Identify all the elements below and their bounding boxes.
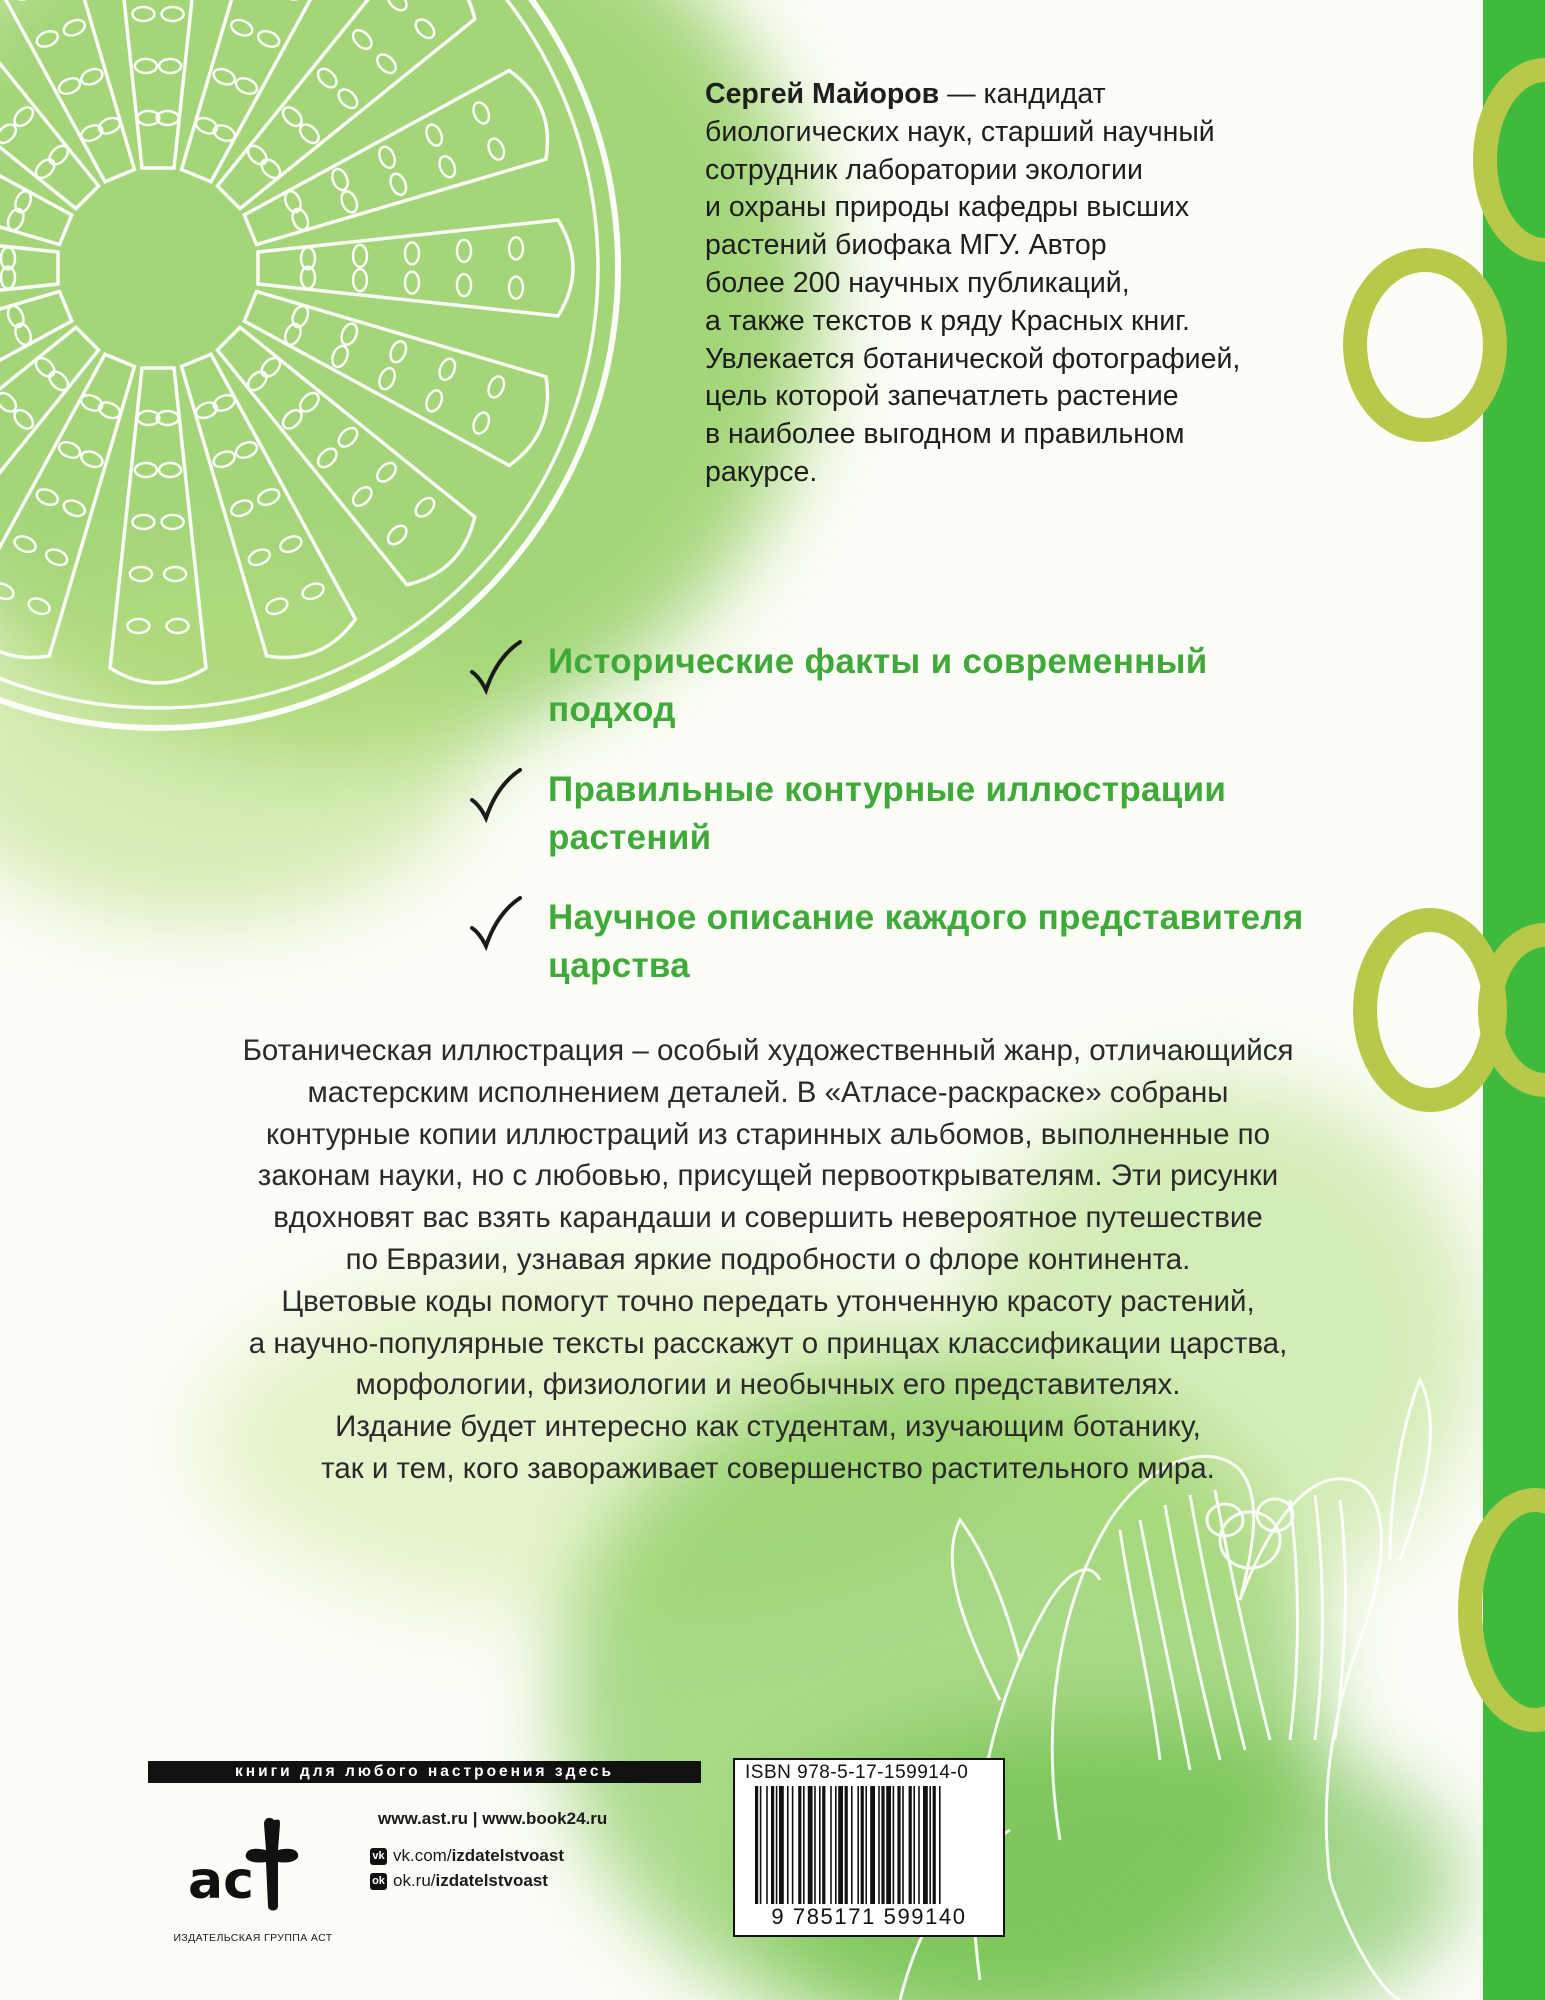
bio-line: биологических наук, старший научный (705, 115, 1215, 148)
cell-dot (234, 75, 260, 96)
publisher-tagline: книги для любого настроения здесь (148, 1761, 701, 1783)
cell-dot (229, 17, 255, 38)
cell-dot (385, 0, 410, 14)
barcode-bar (929, 1786, 931, 1904)
cell-dot (57, 75, 83, 96)
bio-line: более 200 научных публикаций, (705, 266, 1130, 299)
cell-dot (290, 304, 311, 330)
barcode-bar (909, 1786, 912, 1904)
cell-dot (486, 374, 507, 400)
cell-dot (376, 144, 397, 170)
cell-dot (350, 27, 375, 52)
barcode-bar (822, 1786, 825, 1904)
cell-dot (211, 66, 237, 87)
cell-dot (374, 51, 399, 76)
cell-dot (127, 619, 149, 633)
cell-dot (423, 122, 444, 148)
cell-dot (0, 581, 16, 602)
ok-icon: ok (370, 1873, 387, 1890)
feature-line: подход (548, 690, 676, 729)
cell-dot (339, 189, 360, 215)
cell-dot (339, 321, 360, 347)
cell-dot (509, 277, 523, 299)
cell-dot (412, 16, 437, 41)
barcode-bar (792, 1786, 794, 1904)
bio-line (705, 76, 1365, 114)
barcode-bar (830, 1786, 832, 1904)
cell-dot (0, 65, 1, 90)
barcode-bar (771, 1786, 774, 1904)
feature-list (468, 638, 1428, 1022)
description-line: морфологии, физиологии и необычных его представителях. (355, 1368, 1181, 1402)
bio-line: и охраны природы кафедры высших (705, 191, 1190, 224)
cell-dot (300, 581, 326, 602)
description-line: Ботаническая иллюстрация – особый художественный жанр, отличающийся (242, 1034, 1294, 1067)
barcode-bar (939, 1786, 941, 1904)
barcode-bar (755, 1786, 758, 1904)
barcode-bar (897, 1786, 900, 1904)
barcode-bar (913, 1786, 915, 1904)
ok-link-prefix: ok.ru/ (393, 1871, 436, 1890)
cell-dot (256, 486, 282, 507)
cell-dot (315, 445, 340, 470)
cell-dot (457, 274, 471, 296)
barcode-bar (902, 1786, 904, 1904)
ast-logo (186, 1810, 316, 1920)
cell-dot (376, 366, 397, 392)
cross-section-spoke (217, 327, 474, 584)
cross-section-spoke (181, 0, 355, 182)
cell-dot (44, 547, 70, 568)
bio-line: Увлекается ботанической фотографией, (705, 342, 1241, 375)
cell-dot (211, 392, 237, 413)
cell-dot (5, 207, 26, 233)
barcode-bar (918, 1786, 920, 1904)
feature-item (468, 894, 1428, 990)
cell-dot (471, 410, 492, 436)
cell-dot (229, 498, 255, 519)
cell-dot (374, 460, 399, 485)
description-line: мастерским исполнением деталей. В «Атласе-раскраске» собраны (307, 1075, 1229, 1109)
cell-dot (132, 515, 154, 529)
cell-dot (256, 28, 282, 49)
feature-item (468, 766, 1428, 862)
feature-line: царства (548, 946, 691, 985)
author-bio (705, 76, 1365, 492)
description-line: а научно-популярные тексты расскажут о принцах классификации царства, (248, 1326, 1288, 1360)
cell-dot (388, 171, 409, 197)
cross-section-spoke (110, 0, 206, 168)
description-line: законам науки, но с любовью, присущей первооткрывателям. Эти рисунки (257, 1159, 1279, 1193)
barcode-bar (933, 1786, 936, 1904)
description-line: Издание будет интересно как студентам, изучающим ботанику, (335, 1410, 1201, 1444)
barcode-bar (808, 1786, 813, 1904)
cell-dot (437, 356, 458, 382)
cell-dot (471, 100, 492, 126)
feature-line: Исторические факты и современный (548, 642, 1208, 681)
barcode-bar (766, 1786, 768, 1904)
cell-dot (329, 344, 350, 370)
barcode-bar (851, 1786, 853, 1904)
cell-dot (437, 154, 458, 180)
barcode-bar (814, 1786, 816, 1904)
cell-dot (130, 567, 152, 581)
cell-dot (335, 425, 360, 450)
cell-dot (0, 445, 1, 470)
bio-line: а также текстов к ряду Красных книг. (705, 304, 1190, 337)
barcode-bar (787, 1786, 789, 1904)
checkmark-icon (468, 894, 524, 958)
cell-dot (385, 522, 410, 547)
cell-dot (97, 400, 123, 421)
cell-dot (335, 86, 360, 111)
cell-dot (234, 439, 260, 460)
cell-dot (405, 272, 419, 294)
cell-dot (12, 321, 33, 347)
description-line: по Евразии, узнавая яркие подробности о флоре континента. (345, 1242, 1191, 1276)
barcode-bars (755, 1786, 995, 1904)
barcode-bar (779, 1786, 784, 1904)
cell-dot (135, 59, 157, 73)
cell-dot (159, 463, 181, 477)
cell-dot (164, 567, 186, 581)
cell-dot (486, 136, 507, 162)
barcode-bar (881, 1786, 884, 1904)
cell-dot (246, 547, 272, 568)
bio-line: сотрудник лаборатории экологии (705, 153, 1143, 186)
cell-dot (159, 59, 181, 73)
cell-dot (423, 388, 444, 414)
cell-dot (329, 167, 350, 193)
cell-dot (79, 66, 105, 87)
feature-line: Правильные контурные иллюстрации (548, 770, 1227, 809)
checkmark-icon (468, 766, 524, 830)
publisher-name: ИЗДАТЕЛЬСКАЯ ГРУППА АСТ (173, 1932, 333, 1944)
cell-dot (135, 463, 157, 477)
cell-dot (26, 596, 52, 617)
bio-line: растений биофака МГУ. Автор (705, 229, 1107, 262)
feature-item (468, 638, 1428, 734)
barcode-bar (845, 1786, 848, 1904)
description-line: контурные копии иллюстраций из старинных альбомов, выполненные по (265, 1117, 1271, 1151)
cell-dot (412, 495, 437, 520)
barcode-bar (886, 1786, 891, 1904)
cell-dot (61, 17, 87, 38)
cell-dot (509, 237, 523, 259)
bio-line: ракурсе. (705, 455, 818, 488)
cell-dot (315, 65, 340, 90)
cell-dot (57, 439, 83, 460)
barcode-bar (819, 1786, 821, 1904)
book-description (148, 1030, 1388, 1490)
feature-line: растений (548, 818, 712, 857)
cell-dot (61, 498, 87, 519)
cell-dot (12, 533, 38, 554)
barcode-bar (838, 1786, 843, 1904)
vk-icon: vk (370, 1848, 387, 1865)
barcode-bar (857, 1786, 859, 1904)
cell-dot (167, 619, 189, 633)
cell-dot (12, 0, 38, 3)
bio-line: цель которой запечатлеть растение (705, 380, 1179, 413)
barcode-bar (798, 1786, 801, 1904)
cell-dot (162, 7, 184, 21)
vk-link-prefix: vk.com/ (393, 1846, 452, 1865)
cell-dot (350, 484, 375, 509)
author-name: Сергей Майоров (705, 78, 940, 110)
cell-dot (79, 122, 105, 143)
ok-link-handle: izdatelstvoast (435, 1871, 548, 1890)
cell-dot (79, 449, 105, 470)
barcode-bar (923, 1786, 928, 1904)
bio-line-text: — кандидат (939, 78, 1106, 110)
cell-dot (132, 7, 154, 21)
barcode-bar (861, 1786, 864, 1904)
description-line: вдохновят вас взять карандаши и совершить невероятное путешествие (273, 1201, 1263, 1235)
cell-dot (278, 533, 304, 554)
cell-dot (282, 189, 303, 215)
stem-cross-section-illustration (0, 0, 618, 728)
cell-dot (388, 339, 409, 365)
vk-link[interactable] (370, 1846, 564, 1866)
cell-dot (353, 245, 367, 267)
cell-dot (34, 28, 60, 49)
cell-dot (353, 269, 367, 291)
description-line: Цветовые коды помогут точно передать утонченную красоту растений, (281, 1284, 1255, 1318)
barcode-bar (870, 1786, 875, 1904)
barcode-digits: 9 785171 599140 (771, 1904, 967, 1929)
cell-dot (278, 0, 304, 3)
description-line: так и тем, кого завораживает совершенство растительного мира. (321, 1451, 1215, 1485)
cell-dot (34, 486, 60, 507)
publisher-websites[interactable]: www.ast.ru | www.book24.ru (378, 1809, 608, 1828)
isbn-number: ISBN 978-5-17-159914-0 (745, 1762, 969, 1783)
cell-dot (162, 515, 184, 529)
cell-dot (457, 240, 471, 262)
isbn-barcode (733, 1758, 1005, 1937)
vk-link-handle: izdatelstvoast (451, 1846, 564, 1865)
feature-line: Научное описание каждого представителя (548, 898, 1304, 937)
barcode-bar (878, 1786, 880, 1904)
barcode-bar (803, 1786, 805, 1904)
barcode-bar (835, 1786, 837, 1904)
cell-dot (194, 115, 220, 136)
barcode-bar (893, 1786, 895, 1904)
cell-dot (211, 449, 237, 470)
bio-line: в наиболее выгодном и правильном (705, 418, 1185, 451)
cell-dot (264, 596, 290, 617)
ok-link[interactable] (370, 1871, 548, 1891)
logo-wordmark: ас (188, 1851, 254, 1911)
barcode-bar (760, 1786, 762, 1904)
checkmark-icon (468, 638, 524, 702)
barcode-bar (865, 1786, 867, 1904)
cell-dot (405, 242, 419, 264)
barcode-bar (776, 1786, 778, 1904)
